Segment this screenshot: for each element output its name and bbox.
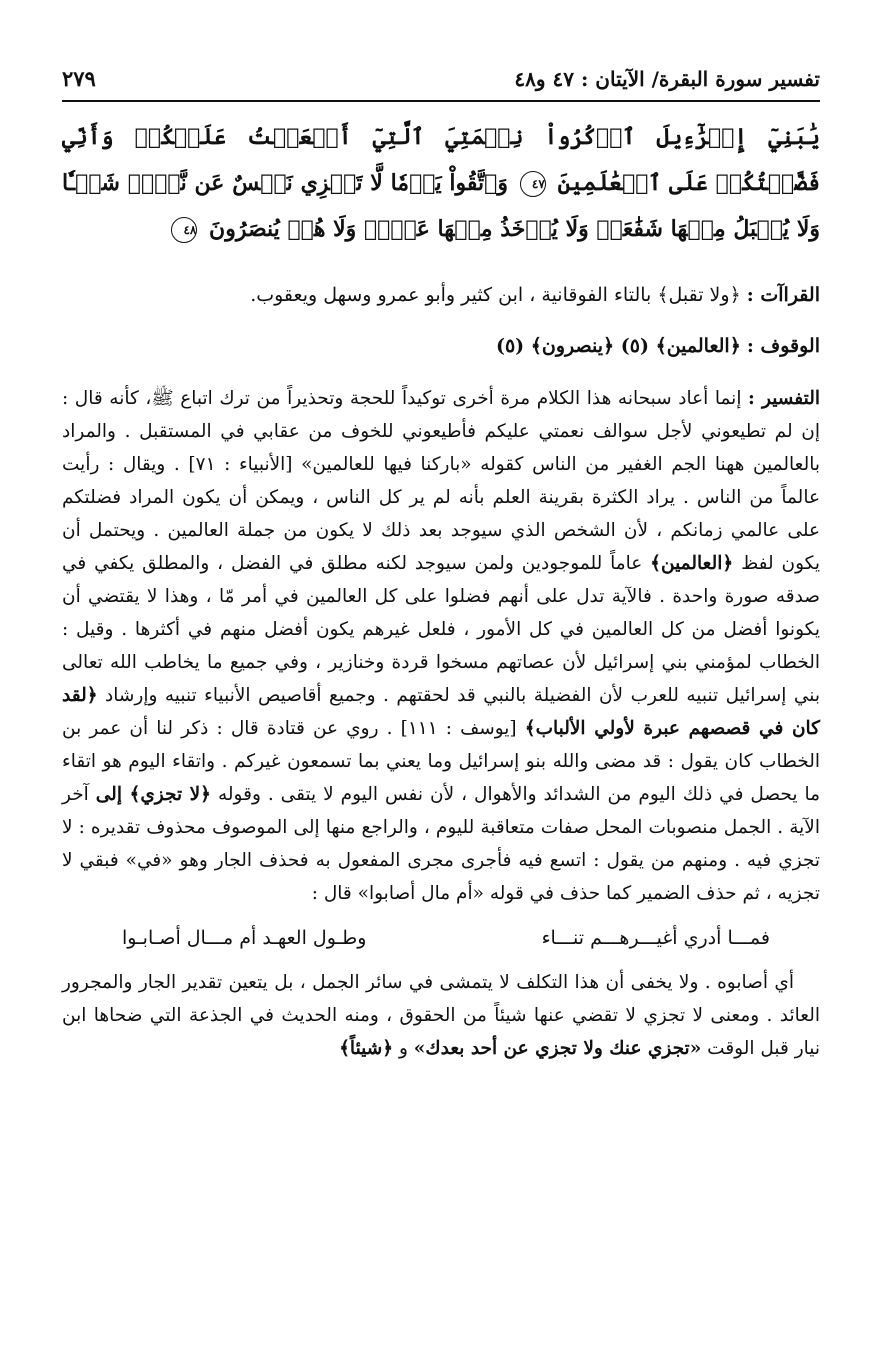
qiraat-label: القراآت : (746, 284, 820, 306)
tafsir-quote-alamin: ﴿العالمين﴾ (650, 553, 734, 574)
hadith-quote: «تجزي عنك ولا تجزي عن أحد بعدك» (413, 1038, 702, 1059)
tafsir-quote-la-tajzi: ﴿لا تجزي﴾ إلى (95, 784, 212, 805)
wuquf-label: الوقوف : (746, 335, 820, 357)
poetry-verse (62, 922, 820, 954)
page-header (62, 64, 820, 94)
tafsir-text-3: [يوسف : ١١١] . روي عن قتادة قال : ذكر لنا أن عمر بن الخطاب كان يقول : قد مضى والله بنو إسرائيل وما يعني بما تسمعون غيركم . واتقاء اليوم هو اتقاء ما يحصل في ذلك اليوم من الشدائد والأهوال ، لأن نفس اليوم لا يتقى . وقوله (62, 718, 821, 805)
tafsir-paragraph (62, 382, 820, 910)
tafsir-text-1: إنما أعاد سبحانه هذا الكلام مرة أخرى توكيداً للحجة وتحذيراً من ترك اتباع ﷺ، كأنه قال : إن لم تطيعوني لأجل سوالف نعمتي عليكم فأطيعوني للخوف من عقابي في المستقبل . والمراد بالعالمين ههنا الجم الغفير من الناس كقوله «باركنا فيها للعالمين» [الأنبياء : ٧١] . ويقال : رأيت عالماً من الناس . يراد الكثرة بقرينة العلم بأنه لم ير كل الناس ، ويمكن أن يكون المراد فضلتكم على عالمي زمانكم ، لأن الشخص الذي سيوجد بعد ذلك لا يكون من جملة العالمين . ويحتمل أن يكون لفظ (62, 388, 820, 574)
wuquf-text: ﴿العالمين﴾ (٥) ﴿ينصرون﴾ (٥) (495, 335, 741, 357)
tafsir2-conjunction: و (398, 1038, 408, 1059)
quran-verses (62, 114, 820, 252)
tafsir-text-2: عاماً للموجودين ولمن سيوجد لكنه مطلق في الفضل ، والمطلق يكفي في صدقه صورة واحدة . فالآية تدل على أنهم فضلوا على كل العالمين في أمر مّا ، وهذا لا يقتضي أن يكونوا أفضل من كل العالمين في كل الأمور ، فلعل غيرهم يكون أفضل منهم في أكثرها . وقيل : الخطاب لمؤمني بني إسرائيل لأن عصاتهم مسخوا قردة وخنازير ، وفي جميع ما يخاطب الله تعالى بني إسرائيل تنبيه للعرب لأن الفضيلة بالنبي قد لحقتهم . وجميع أقاصيص الأنبياء تنبيه وإرشاد (62, 553, 820, 706)
tafsir2-quote-shayan: ﴿شيئاً﴾ (339, 1038, 394, 1059)
qiraat-text: ﴿ولا تقبل﴾ بالتاء الفوقانية ، ابن كثير وأبو عمرو وسهل ويعقوب. (250, 284, 741, 306)
tafsir-text-4: آخر الآية . الجمل منصوبات المحل صفات متعاقبة لليوم ، والراجع منها إلى الموصوف محذوف تقديره : لا تجزي فيه . ومنهم من يقول : اتسع فيه فأجرى مجرى المفعول به فحذف الجار وهو «في» فبقي لا تجزيه ، ثم حذف الضمير كما حذف في قوله «أم مال أصابوا» قال : (62, 784, 820, 904)
page-number: ٢٧٩ (62, 66, 96, 91)
quran-verse-47: يَٰبَنِيٓ إِسۡرَٰٓءِيلَ ٱذۡكُرُواْ نِعۡمَتِيَ ٱلَّتِيٓ أَنۡعَمۡتُ عَلَيۡكُمۡ وَأَنِّي فَضَّلۡتُكُمۡ عَلَى ٱلۡعَٰلَمِينَ (62, 124, 821, 196)
qiraat-section (62, 280, 820, 311)
ayah-number-47: ٤٧ (520, 171, 546, 197)
tafsir-paragraph-2 (62, 966, 820, 1065)
wuquf-section (62, 331, 820, 362)
tafsir-quote-yusuf: ﴿لقد كان في قصصهم عبرة لأولي الألباب﴾ (62, 685, 820, 739)
tafsir-label: التفسير : (748, 388, 821, 409)
running-title: تفسير سورة البقرة/ الآيتان : ٤٧ و٤٨ (514, 67, 820, 91)
quran-verse-48: وَٱتَّقُواْ يَوۡمٗا لَّا تَجۡزِي نَفۡسٌ عَن نَّفۡسٖ شَيۡـٔٗا وَلَا يُقۡبَلُ مِنۡهَا شَفَٰعَةٞ وَلَا يُؤۡخَذُ مِنۡهَا عَدۡلٞ وَلَا هُمۡ يُنصَرُونَ (62, 170, 820, 242)
verse-second-hemistich: وطـول العهـد أم مـــال أصـابـوا (122, 927, 367, 949)
header-divider (62, 100, 820, 102)
tafsir2-text-1: أي أصابوه . ولا يخفى أن هذا التكلف لا يتمشى في سائر الجمل ، بل يتعين تقدير الجار والمجرور العائد . ومعنى لا تجزي لا تقضي عنها شيئاً من الحقوق ، ومنه الحديث في الجذعة التي ضحاها ابن نيار قبل الوقت (62, 972, 820, 1059)
ayah-number-48: ٤٨ (171, 217, 197, 243)
page (62, 64, 820, 1065)
verse-first-hemistich: فمـــا أدري أغيـــرهـــم تنـــاء (541, 927, 770, 949)
